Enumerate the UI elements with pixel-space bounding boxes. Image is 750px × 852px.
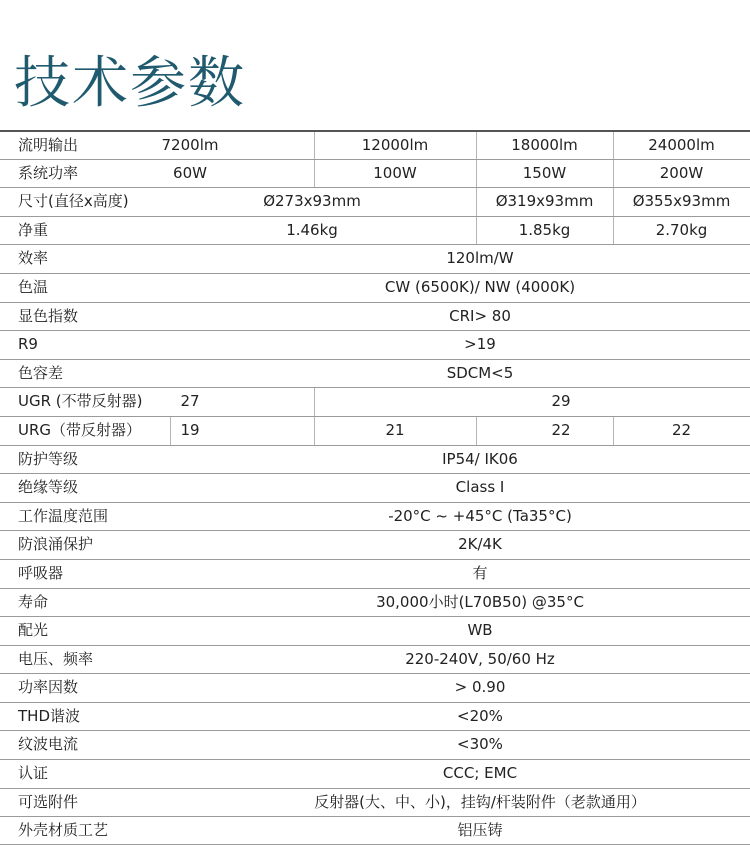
spec-label: 外壳材质工艺: [18, 821, 109, 840]
spec-row-certification: [0, 759, 750, 788]
spec-value: 200W: [659, 163, 704, 182]
spec-row-thd: [0, 702, 750, 731]
spec-value: >19: [464, 335, 496, 354]
spec-label: 可选附件: [18, 792, 79, 811]
spec-label: 功率因数: [18, 678, 79, 697]
spec-row-luminous-flux: [0, 130, 750, 159]
spec-value: 7200lm: [161, 136, 219, 154]
spec-table: [0, 130, 750, 845]
spec-label: 系统功率: [18, 163, 79, 182]
spec-value: 1.46kg: [286, 220, 338, 239]
spec-row-insulation-class: [0, 473, 750, 502]
spec-row-breather: [0, 559, 750, 588]
spec-row-housing-material: [0, 816, 750, 845]
spec-row-optional-accessories: [0, 788, 750, 817]
spec-value: CCC; EMC: [442, 764, 518, 783]
spec-value: 反射器(大、中、小)，挂钩/杆装附件（老款通用）: [314, 792, 646, 811]
spec-label: 电压、频率: [18, 649, 94, 668]
spec-label: 绝缘等级: [18, 478, 79, 497]
spec-row-efficacy: [0, 244, 750, 273]
spec-label: 效率: [18, 249, 49, 268]
spec-value: WB: [467, 621, 493, 640]
spec-value: 22: [551, 420, 571, 439]
spec-value: CRI> 80: [449, 306, 511, 325]
spec-label: 尺寸(直径x高度): [18, 192, 129, 211]
spec-label: UGR (不带反射器): [18, 392, 143, 411]
spec-label: THD谐波: [18, 706, 80, 725]
spec-label: URG（带反射器）: [18, 420, 142, 439]
spec-row-sdcm: [0, 359, 750, 388]
spec-row-ugr-with-reflector: [0, 416, 750, 445]
spec-value: 19: [180, 420, 200, 439]
spec-row-optics: [0, 616, 750, 645]
spec-label: 呼吸器: [18, 563, 64, 582]
spec-value: 220-240V, 50/60 Hz: [405, 649, 555, 668]
spec-row-surge-protection: [0, 530, 750, 559]
spec-value: IP54/ IK06: [442, 449, 518, 468]
spec-row-ripple-current: [0, 730, 750, 759]
spec-row-cri: [0, 302, 750, 331]
spec-row-operating-temperature: [0, 502, 750, 531]
spec-label: 防浪涌保护: [18, 535, 94, 554]
spec-row-power-factor: [0, 673, 750, 702]
spec-value: 铝压铸: [457, 821, 503, 840]
spec-label: 色温: [18, 277, 49, 296]
spec-value: 100W: [373, 163, 417, 182]
spec-row-net-weight: [0, 216, 750, 245]
spec-value: 60W: [173, 163, 207, 182]
spec-value: <30%: [457, 735, 503, 754]
spec-value: Class I: [455, 478, 505, 497]
spec-value: 27: [180, 392, 200, 411]
spec-value: 21: [385, 420, 405, 439]
spec-row-dimensions: [0, 187, 750, 216]
spec-value: SDCM<5: [446, 363, 514, 382]
spec-value: 有: [472, 563, 488, 582]
spec-label: 色容差: [18, 363, 64, 382]
spec-value: <20%: [457, 706, 503, 725]
spec-row-ugr-without-reflector: [0, 387, 750, 416]
spec-label: 净重: [18, 220, 49, 239]
spec-row-voltage-frequency: [0, 645, 750, 674]
spec-value: Ø273x93mm: [263, 192, 361, 211]
spec-label: 认证: [18, 764, 49, 783]
spec-value: 2K/4K: [458, 535, 502, 554]
spec-row-ip-rating: [0, 445, 750, 474]
spec-value: CW (6500K)/ NW (4000K): [384, 277, 576, 296]
spec-label: 工作温度范围: [18, 506, 109, 525]
spec-label: 配光: [18, 621, 49, 640]
spec-value: 22: [671, 420, 692, 439]
spec-value: -20°C ~ +45°C (Ta35°C): [388, 506, 572, 525]
spec-label: 流明输出: [18, 136, 79, 154]
spec-value: 1.85kg: [518, 220, 571, 239]
spec-row-r9: [0, 330, 750, 359]
spec-value: 18000lm: [511, 136, 578, 154]
spec-label: R9: [18, 335, 38, 354]
spec-label: 纹波电流: [18, 735, 79, 754]
spec-value: 120lm/W: [446, 249, 514, 268]
spec-value: 2.70kg: [655, 220, 708, 239]
page-title: 技术参数: [14, 51, 246, 116]
spec-value: 24000lm: [648, 136, 715, 154]
spec-value: Ø319x93mm: [495, 192, 594, 211]
spec-value: > 0.90: [454, 678, 506, 697]
spec-row-color-temperature: [0, 273, 750, 302]
spec-label: 寿命: [18, 592, 49, 611]
spec-row-system-power: [0, 159, 750, 188]
spec-value: 30,000小时(L70B50) @35°C: [376, 592, 584, 611]
spec-row-lifetime: [0, 588, 750, 617]
spec-value: 29: [551, 392, 571, 411]
spec-value: Ø355x93mm: [632, 192, 731, 211]
spec-label: 防护等级: [18, 449, 79, 468]
spec-value: 12000lm: [361, 136, 429, 154]
spec-label: 显色指数: [18, 306, 79, 325]
spec-value: 150W: [522, 163, 567, 182]
